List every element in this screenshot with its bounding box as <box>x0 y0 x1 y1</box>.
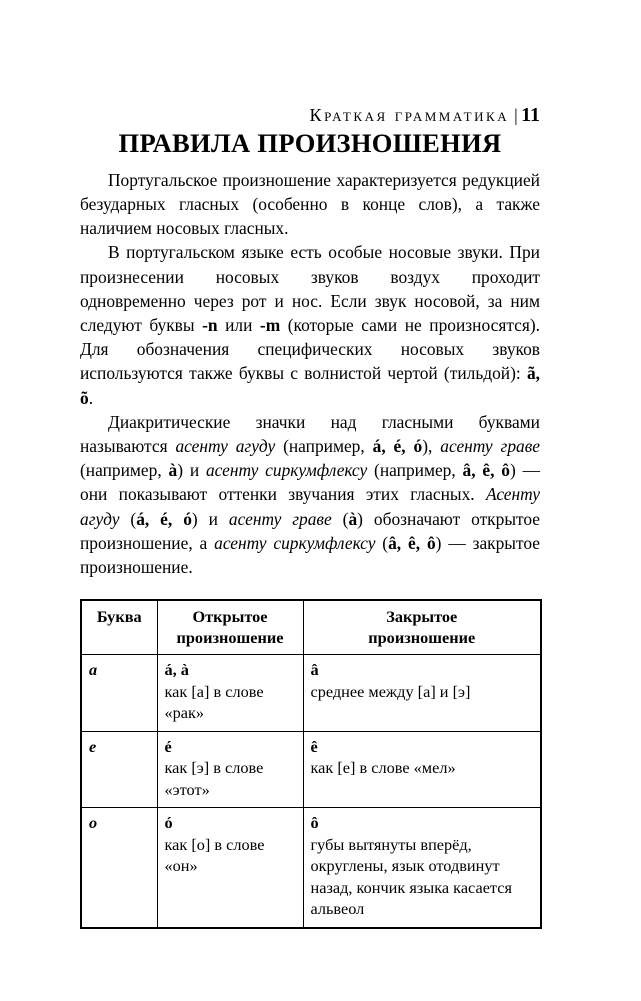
p3-segment-3: ), <box>422 436 441 457</box>
p3-italic-acento-circunflexo-1: асенту сиркумфлексу <box>205 460 368 481</box>
table-header-open-line2: произношение <box>176 628 284 648</box>
p3-bold-agudo-letters-2: á, é, ó <box>136 508 192 529</box>
table-row <box>81 731 541 808</box>
table-header-closed-pronunciation <box>303 600 541 655</box>
row-open-description: как [э] в слове «этот» <box>164 758 264 799</box>
table-header-closed-line2: произношение <box>368 628 476 648</box>
p3-bold-agudo-letters-1: á, é, ó <box>372 436 423 457</box>
page-title: ПРАВИЛА ПРОИЗНОШЕНИЯ <box>118 128 502 158</box>
p2-segment-1: В португальском языке есть особые носовые звуки. При произнесении носовых звуков воздух проходит одновременно через рот и нос. Если звук носовой, за ним следуют буквы <box>80 242 540 336</box>
p3-segment-11: ) обозначают открытое произношение, а <box>80 508 541 553</box>
table-header-closed-line1: Закрытое <box>386 607 458 627</box>
row-closed-description: как [е] в слове «мел» <box>310 758 456 778</box>
page-number: 11 <box>521 104 540 126</box>
row-letter: a <box>81 655 157 732</box>
p2-segment-4: . <box>88 387 94 408</box>
p3-segment-5: ) и <box>177 460 206 481</box>
page-content <box>80 104 540 929</box>
row-closed-symbol: ê <box>310 736 318 756</box>
p3-bold-circunflexo-letters-1: â, ê, ô <box>462 460 510 481</box>
row-open-cell <box>157 731 303 808</box>
paragraph-intro-text: Португальское произношение характеризуется редукцией безударных гласных (особенно в конце слов), а также наличием носовых гласных. <box>80 169 540 239</box>
table-row <box>81 808 541 928</box>
row-closed-cell <box>303 731 541 808</box>
p3-italic-acento-grave-1: асенту граве <box>440 436 540 457</box>
row-closed-description: среднее между [а] и [э] <box>310 681 471 701</box>
row-closed-symbol: â <box>310 660 319 680</box>
p3-segment-1: Диакритические значки над гласными буквами называются <box>80 411 540 457</box>
row-closed-cell <box>303 808 541 928</box>
p2-bold-letter-m: -m <box>259 315 281 336</box>
p3-italic-acento-agudo-1: асенту агуду <box>175 436 276 457</box>
row-open-cell <box>157 808 303 928</box>
row-closed-cell <box>303 655 541 732</box>
table-header-open-line1: Открытое <box>192 607 268 627</box>
table-header-row <box>81 600 541 655</box>
p3-italic-acento-agudo-2: Асенту агуду <box>80 484 540 529</box>
p3-segment-8: ( <box>119 508 137 529</box>
paragraph-intro <box>80 168 540 241</box>
table-header-open-pronunciation <box>157 600 303 655</box>
running-head-separator: | <box>514 105 519 125</box>
p2-bold-letter-n: -n <box>202 315 218 336</box>
p3-segment-6: (например, <box>367 460 463 481</box>
pronunciation-table-wrapper <box>80 599 540 929</box>
p2-bold-tilde-letters: ã, õ <box>80 363 540 408</box>
p3-bold-circunflexo-letters-2: â, ê, ô <box>388 532 436 553</box>
pronunciation-table <box>80 599 542 929</box>
p3-segment-10: ( <box>331 508 349 529</box>
paragraph-nasal-sounds <box>80 240 540 409</box>
row-closed-symbol: ô <box>310 813 319 833</box>
p3-segment-7: ) — они показывают оттенки звучания этих гласных. <box>80 460 541 505</box>
running-head-section: Краткая грамматика <box>309 105 510 125</box>
table-row <box>81 655 541 732</box>
row-open-symbol: é <box>164 736 172 756</box>
p2-segment-3: (которые сами не произносятся). Для обозначения специфических носовых звуков используются также буквы с волнистой чертой (тильдой): <box>80 315 540 384</box>
row-open-description: как [а] в слове «рак» <box>164 681 264 723</box>
table-header-letter: Буква <box>81 600 157 655</box>
p3-italic-acento-circunflexo-2: асенту сиркумфлексу <box>214 532 376 553</box>
running-head <box>80 104 540 126</box>
row-open-symbol: ó <box>164 813 173 833</box>
row-open-cell <box>157 655 303 732</box>
p3-bold-grave-letter-1: à <box>168 460 178 481</box>
p3-segment-9: ) и <box>191 508 229 529</box>
paragraph-diacritics <box>80 410 540 579</box>
p2-segment-2: или <box>217 315 260 336</box>
row-open-description: как [о] в слове «он» <box>164 834 265 876</box>
row-open-symbol: á, à <box>164 660 189 680</box>
row-letter: o <box>81 808 157 928</box>
p3-bold-grave-letter-2: à <box>348 508 358 529</box>
p3-segment-12: ( <box>375 532 389 553</box>
p3-segment-13: ) — закрытое произношение. <box>80 532 540 578</box>
p3-italic-acento-grave-2: асенту граве <box>228 508 332 529</box>
row-letter: e <box>81 731 157 808</box>
p3-segment-4: (например, <box>80 460 169 481</box>
p3-segment-2: (например, <box>275 436 373 457</box>
row-closed-description: губы вытянуты вперёд, округлены, язык отодвинут назад, кончик языка касается альвеол <box>310 834 512 919</box>
